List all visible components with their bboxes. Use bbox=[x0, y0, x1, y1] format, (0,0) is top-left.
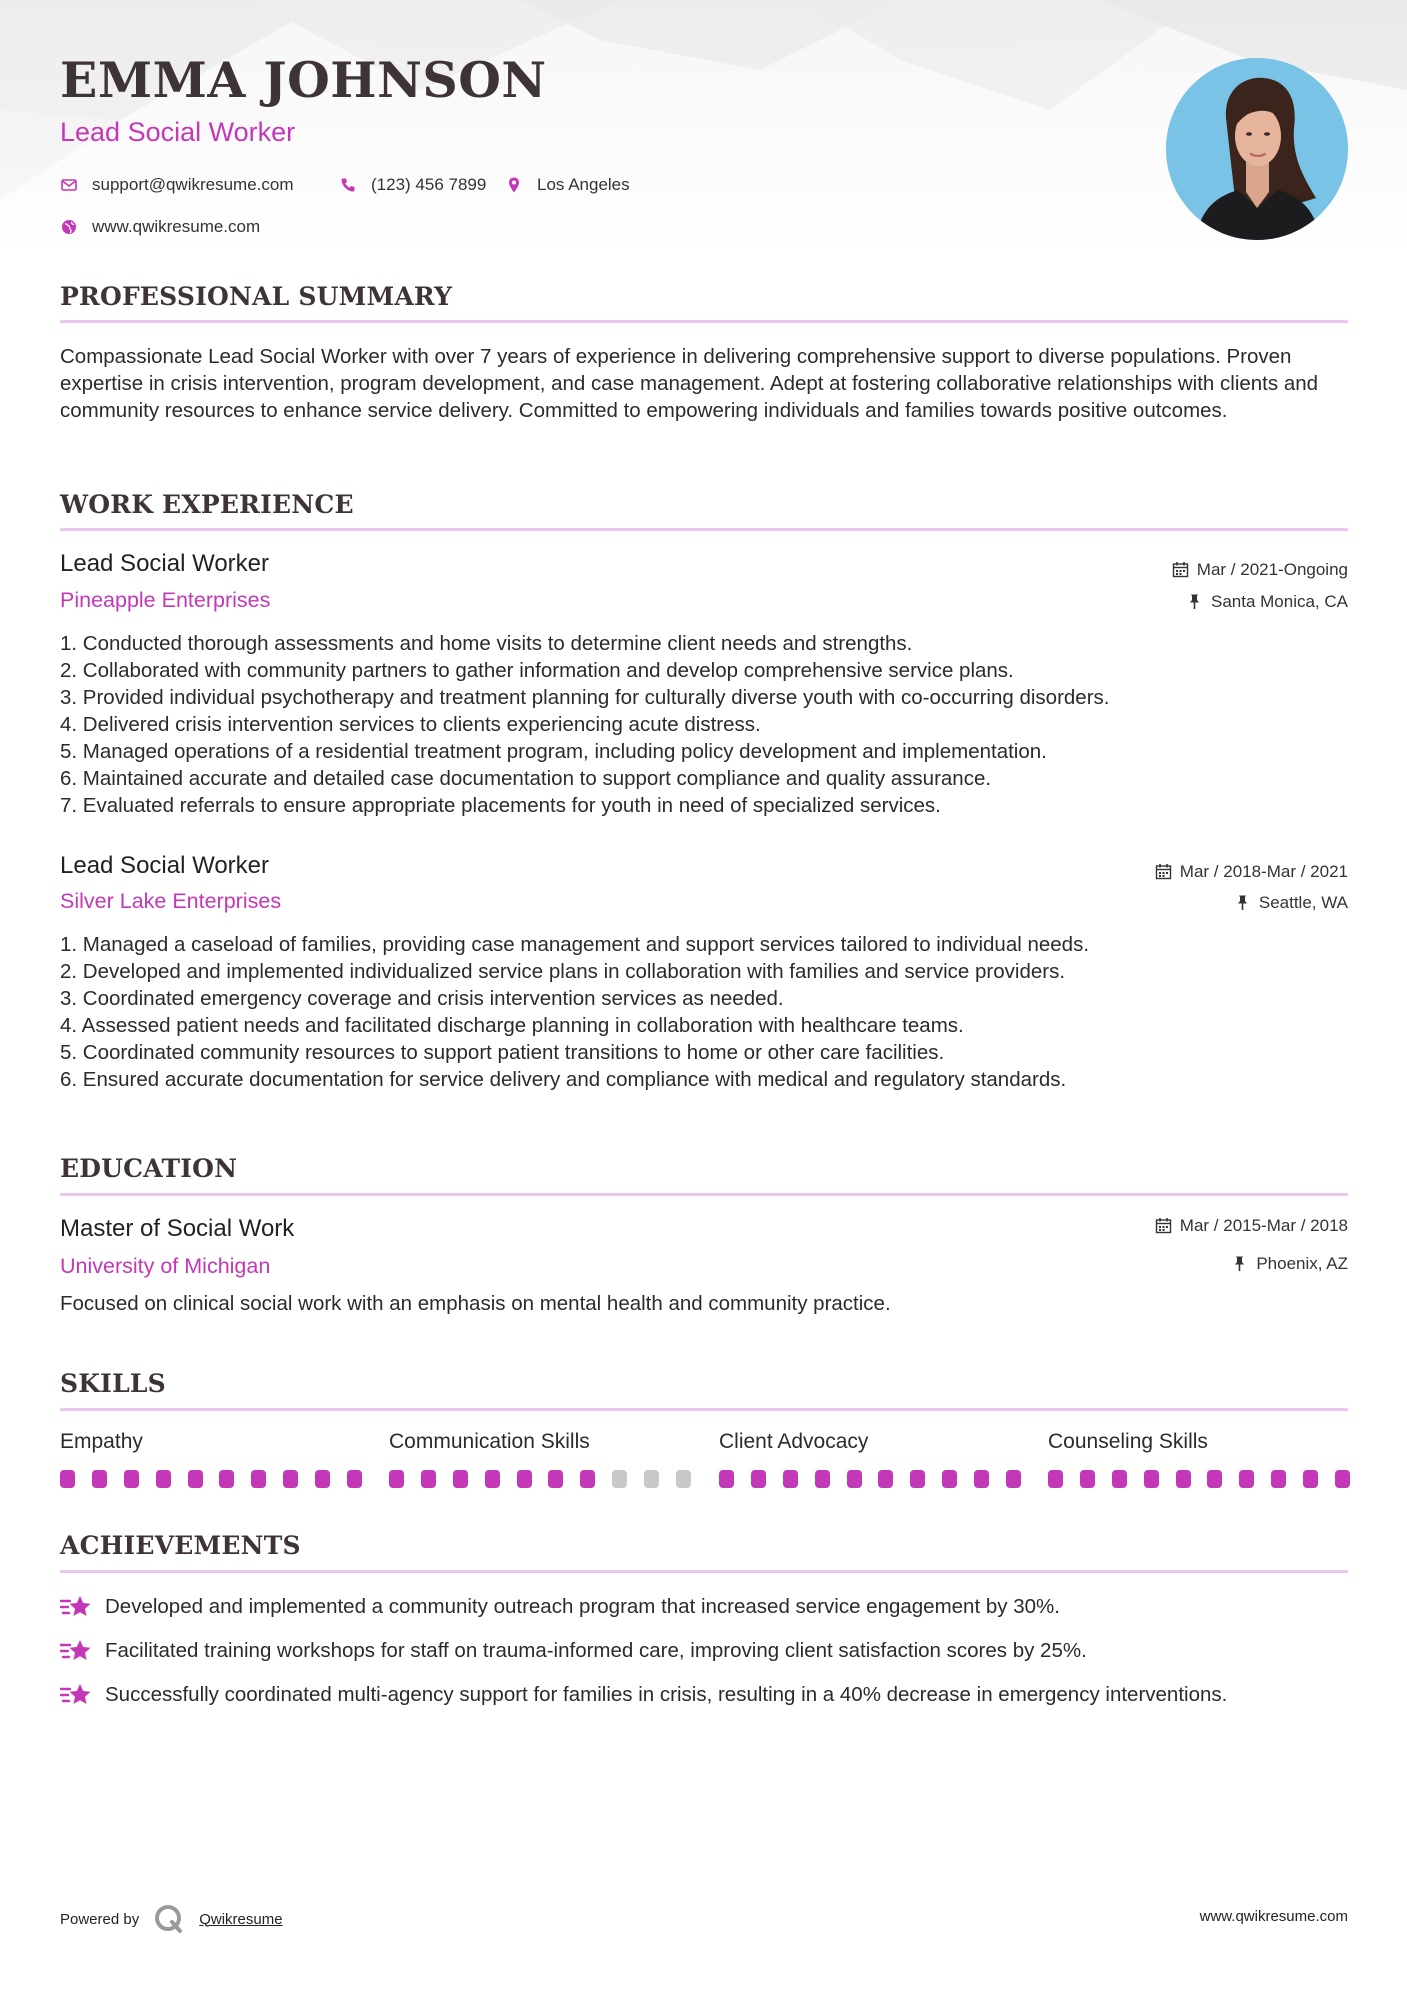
profile-photo bbox=[1166, 58, 1348, 240]
skill-dot-filled bbox=[283, 1470, 298, 1488]
skill-dot-filled bbox=[421, 1470, 436, 1488]
skill-dot-empty bbox=[644, 1470, 659, 1488]
job-2-location bbox=[1234, 894, 1348, 911]
list-item: 6. Ensured accurate documentation for service delivery and compliance with medical and regulatory standards. bbox=[60, 1068, 1067, 1091]
skill-dot-filled bbox=[847, 1470, 862, 1488]
skill-dot-filled bbox=[315, 1470, 330, 1488]
experience-heading: WORK EXPERIENCE bbox=[60, 490, 354, 519]
skill-dot-empty bbox=[612, 1470, 627, 1488]
skill-dot-filled bbox=[188, 1470, 203, 1488]
list-item: 2. Collaborated with community partners to gather information and develop comprehensive service plans. bbox=[60, 659, 1014, 682]
job-2-dates bbox=[1155, 863, 1348, 880]
skill-dot-filled bbox=[1239, 1470, 1254, 1488]
phone-icon bbox=[339, 176, 357, 194]
education-location-text: Phoenix, AZ bbox=[1256, 1254, 1348, 1273]
skill-dot-filled bbox=[1335, 1470, 1350, 1488]
calendar-icon bbox=[1155, 863, 1172, 880]
achievement-text: Successfully coordinated multi-agency support for families in crisis, resulting in a 40% decrease in emergency interventions. bbox=[105, 1683, 1228, 1706]
job-1-location-text: Santa Monica, CA bbox=[1210, 592, 1348, 611]
skill-dot-filled bbox=[815, 1470, 830, 1488]
skills-divider bbox=[60, 1408, 1348, 1411]
education-description: Focused on clinical social work with an emphasis on mental health and community practice. bbox=[60, 1292, 891, 1315]
phone-text: (123) 456 7899 bbox=[371, 175, 487, 194]
skill-dot-filled bbox=[92, 1470, 107, 1488]
skill-dot-filled bbox=[1271, 1470, 1286, 1488]
education-divider bbox=[60, 1193, 1348, 1196]
skill-dot-filled bbox=[1006, 1470, 1021, 1488]
list-item: 1. Conducted thorough assessments and home visits to determine client needs and strengths. bbox=[60, 632, 913, 655]
skill-rating bbox=[389, 1470, 691, 1488]
skill-dot-filled bbox=[485, 1470, 500, 1488]
powered-by-label: Powered by bbox=[60, 1910, 140, 1928]
skill-dot-filled bbox=[453, 1470, 468, 1488]
achievement-item bbox=[60, 1681, 1350, 1709]
skill-dot-filled bbox=[1144, 1470, 1159, 1488]
job-1-dates bbox=[1172, 561, 1348, 578]
skill-dot-filled bbox=[1207, 1470, 1222, 1488]
map-pin-icon bbox=[505, 176, 523, 194]
job-2-location-text: Seattle, WA bbox=[1258, 893, 1348, 912]
job-1-responsibilities bbox=[60, 630, 1350, 819]
shooting-star-icon bbox=[60, 1637, 92, 1665]
skill-dot-filled bbox=[1176, 1470, 1191, 1488]
pushpin-icon bbox=[1231, 1255, 1248, 1272]
pushpin-icon bbox=[1234, 894, 1251, 911]
location-text: Los Angeles bbox=[537, 175, 630, 194]
candidate-name: EMMA JOHNSON bbox=[60, 51, 547, 109]
job-1-title: Lead Social Worker bbox=[60, 550, 269, 577]
contact-email[interactable] bbox=[60, 175, 294, 195]
achievement-text: Developed and implemented a community outreach program that increased service engagement by 30%. bbox=[105, 1595, 1060, 1618]
envelope-icon bbox=[60, 176, 78, 194]
calendar-icon bbox=[1155, 1217, 1172, 1234]
job-1-company: Pineapple Enterprises bbox=[60, 588, 271, 612]
skill-dot-filled bbox=[1080, 1470, 1095, 1488]
list-item: 5. Managed operations of a residential treatment program, including policy development and implementation. bbox=[60, 740, 1047, 763]
contact-location bbox=[505, 175, 630, 195]
list-item: 5. Coordinated community resources to support patient transitions to home or other care facilities. bbox=[60, 1041, 945, 1064]
skill-name: Client Advocacy bbox=[719, 1430, 869, 1453]
footer-powered-by bbox=[60, 1903, 283, 1935]
skill-dot-filled bbox=[878, 1470, 893, 1488]
skill-rating bbox=[60, 1470, 362, 1488]
skill-dot-filled bbox=[347, 1470, 362, 1488]
contact-phone[interactable] bbox=[339, 175, 486, 195]
list-item: 4. Delivered crisis intervention services to clients experiencing acute distress. bbox=[60, 713, 761, 736]
skill-name: Communication Skills bbox=[389, 1430, 590, 1453]
calendar-icon bbox=[1172, 561, 1189, 578]
skill-dot-filled bbox=[548, 1470, 563, 1488]
skill-dot-filled bbox=[251, 1470, 266, 1488]
achievements-heading: ACHIEVEMENTS bbox=[60, 1531, 301, 1560]
job-1-location bbox=[1186, 593, 1348, 610]
list-item: 3. Coordinated emergency coverage and crisis intervention services as needed. bbox=[60, 987, 784, 1010]
qwikresume-link[interactable]: Qwikresume bbox=[199, 1910, 283, 1928]
skill-dot-filled bbox=[156, 1470, 171, 1488]
skill-dot-filled bbox=[60, 1470, 75, 1488]
list-item: 6. Maintained accurate and detailed case documentation to support compliance and quality assurance. bbox=[60, 767, 992, 790]
skill-dot-filled bbox=[1048, 1470, 1063, 1488]
globe-icon bbox=[60, 218, 78, 236]
summary-text: Compassionate Lead Social Worker with over 7 years of experience in delivering comprehensive support to diverse populations. Proven expertise in crisis intervention, program development, and case management. Adept at fostering collaborative relationships with clients and community resources to enhance service delivery. Committed to empowering individuals and families towards positive outcomes. bbox=[60, 345, 1319, 422]
list-item: 2. Developed and implemented individualized service plans in collaboration with families and service providers. bbox=[60, 960, 1066, 983]
skill-dot-filled bbox=[910, 1470, 925, 1488]
person-illustration bbox=[1166, 58, 1348, 240]
job-2-responsibilities bbox=[60, 931, 1350, 1093]
list-item: 7. Evaluated referrals to ensure appropriate placements for youth in need of specialized services. bbox=[60, 794, 941, 817]
skill-name: Empathy bbox=[60, 1430, 143, 1453]
email-text: support@qwikresume.com bbox=[92, 175, 294, 194]
achievements-divider bbox=[60, 1570, 1348, 1573]
education-school: University of Michigan bbox=[60, 1254, 271, 1278]
skill-dot-filled bbox=[751, 1470, 766, 1488]
summary-divider bbox=[60, 320, 1348, 323]
skill-dot-filled bbox=[1112, 1470, 1127, 1488]
job-2-dates-text: Mar / 2018-Mar / 2021 bbox=[1179, 862, 1348, 881]
skill-name: Counseling Skills bbox=[1048, 1430, 1208, 1453]
summary-heading: PROFESSIONAL SUMMARY bbox=[60, 282, 453, 311]
list-item: 3. Provided individual psychotherapy and treatment planning for culturally diverse youth with co-occurring disorders. bbox=[60, 686, 1110, 709]
skill-rating bbox=[719, 1470, 1021, 1488]
candidate-title: Lead Social Worker bbox=[60, 117, 296, 147]
job-2-title: Lead Social Worker bbox=[60, 852, 269, 879]
experience-divider bbox=[60, 528, 1348, 531]
skill-dot-filled bbox=[719, 1470, 734, 1488]
pushpin-icon bbox=[1186, 593, 1203, 610]
list-item: 4. Assessed patient needs and facilitated discharge planning in collaboration with healthcare teams. bbox=[60, 1014, 964, 1037]
skill-dot-empty bbox=[676, 1470, 691, 1488]
education-degree: Master of Social Work bbox=[60, 1215, 295, 1242]
skill-rating bbox=[1048, 1470, 1350, 1488]
achievement-item bbox=[60, 1637, 1350, 1665]
skill-dot-filled bbox=[942, 1470, 957, 1488]
education-location bbox=[1231, 1255, 1348, 1272]
list-item: 1. Managed a caseload of families, providing case management and support services tailored to individual needs. bbox=[60, 933, 1090, 956]
skill-dot-filled bbox=[219, 1470, 234, 1488]
achievement-item bbox=[60, 1593, 1350, 1621]
shooting-star-icon bbox=[60, 1681, 92, 1709]
achievement-text: Facilitated training workshops for staff on trauma-informed care, improving client satisfaction scores by 25%. bbox=[105, 1639, 1087, 1662]
shooting-star-icon bbox=[60, 1593, 92, 1621]
skill-dot-filled bbox=[974, 1470, 989, 1488]
skill-dot-filled bbox=[580, 1470, 595, 1488]
footer-website[interactable]: www.qwikresume.com bbox=[1199, 1908, 1348, 1925]
skill-dot-filled bbox=[517, 1470, 532, 1488]
job-2-company: Silver Lake Enterprises bbox=[60, 889, 282, 913]
skill-dot-filled bbox=[1303, 1470, 1318, 1488]
skill-dot-filled bbox=[124, 1470, 139, 1488]
qwikresume-logo-icon bbox=[153, 1903, 185, 1935]
skill-dot-filled bbox=[783, 1470, 798, 1488]
website-text: www.qwikresume.com bbox=[92, 217, 261, 236]
education-heading: EDUCATION bbox=[60, 1154, 238, 1183]
skills-heading: SKILLS bbox=[60, 1369, 166, 1398]
education-dates bbox=[1155, 1217, 1348, 1234]
skill-dot-filled bbox=[389, 1470, 404, 1488]
job-1-dates-text: Mar / 2021-Ongoing bbox=[1196, 560, 1348, 579]
education-dates-text: Mar / 2015-Mar / 2018 bbox=[1179, 1216, 1348, 1235]
contact-website[interactable] bbox=[60, 217, 260, 237]
